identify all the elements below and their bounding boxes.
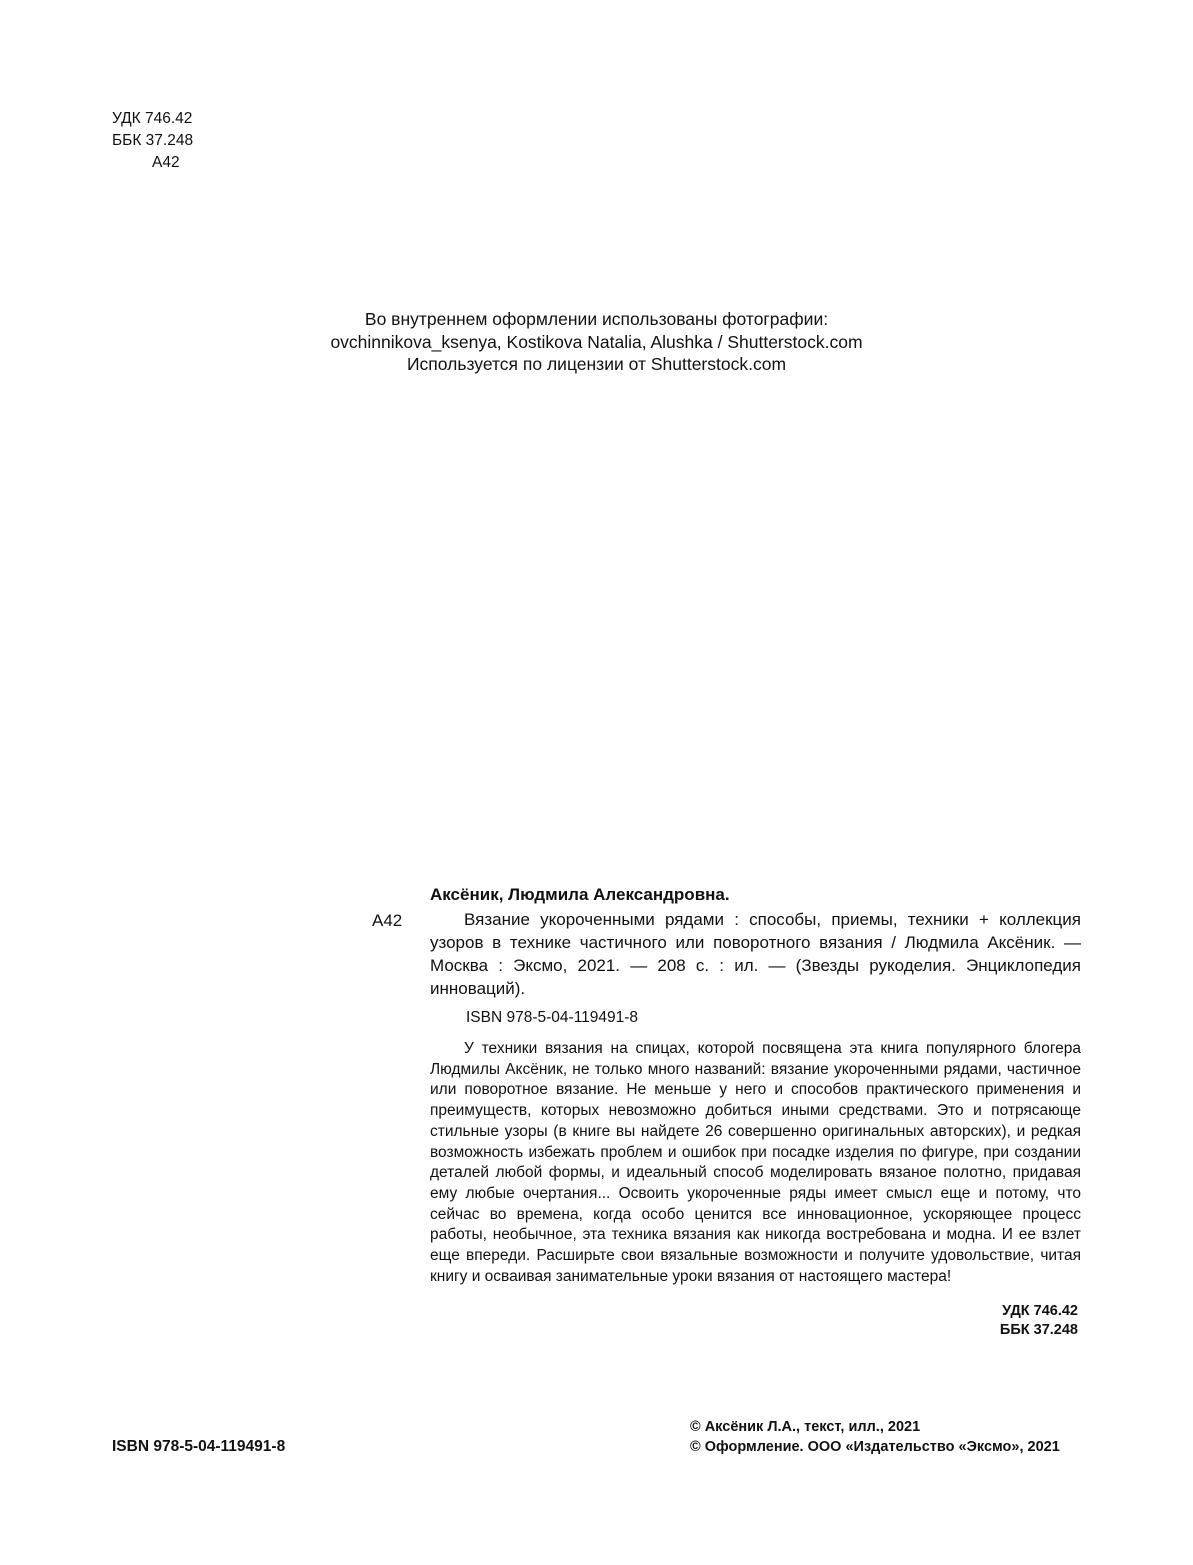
copyright-text: © Аксёник Л.А., текст, илл., 2021 [690,1419,921,1435]
udk-code: УДК 746.42 [112,110,193,127]
catalog-author-mark: А42 [372,911,403,930]
classification-block [112,108,193,174]
footer-isbn: ISBN 978-5-04-119491-8 [112,1438,286,1455]
catalog-isbn: ISBN 978-5-04-119491-8 [466,1009,639,1026]
author-mark: А42 [152,154,180,171]
catalog-udk: УДК 746.42 [1002,1303,1078,1319]
catalog-description [430,908,1081,1000]
photo-credits-line-1: Во внутреннем оформлении использованы фотографии: [364,309,829,329]
photo-credits [200,308,993,376]
copyright-design: © Оформление. ООО «Издательство «Эксмо», 2021 [690,1438,1060,1455]
annotation [430,1039,1081,1287]
catalog-description-text: Вязание укороченными рядами : способы, приемы, техники + коллекция узоров в технике частичного или поворотного вязания / Людмила Аксёник. — Москва : Эксмо, 2021. — 208 с. : ил. — (Звезды рукоделия. Энциклопедия инноваций). [430,910,1081,998]
catalog-bbk: ББК 37.248 [999,1322,1078,1338]
catalog-classification [880,1302,1078,1340]
catalog-author: Аксёник, Людмила Александровна. [430,885,730,904]
photo-credits-line-3: Используется по лицензии от Shutterstock.com [406,354,787,374]
bbk-code: ББК 37.248 [112,132,194,149]
photo-credits-line-2: ovchinnikova_ksenya, Kostikova Natalia, Alushka / Shutterstock.com [330,331,863,352]
copyright-block [690,1418,1081,1457]
annotation-text: У техники вязания на спицах, которой посвящена эта книга популярного блогера Людмилы Аксёник, не только много названий: вязание укороченными рядами, частичное или поворотное вязание. Не меньше у него и способов практического применения и преимуществ, которых невозможно добиться иными средствами. Это и потрясающе стильные узоры (в книге вы найдете 26 совершенно оригинальных авторских), и редкая возможность избежать проблем и ошибок при посадке изделия по фигуре, при создании деталей любой формы, и идеальный способ моделировать вязаное полотно, придавая ему любые очертания... Освоить укороченные ряды имеет смысл еще и потому, что сейчас во времена, когда особо ценится все инновационное, ускоряющее процесс работы, необычное, эта техника вязания как никогда востребована и модна. И ее взлет еще впереди. Расширьте свои вязальные возможности и получите удовольствие, читая книгу и осваивая занимательные уроки вязания от настоящего мастера! [430,1040,1081,1285]
